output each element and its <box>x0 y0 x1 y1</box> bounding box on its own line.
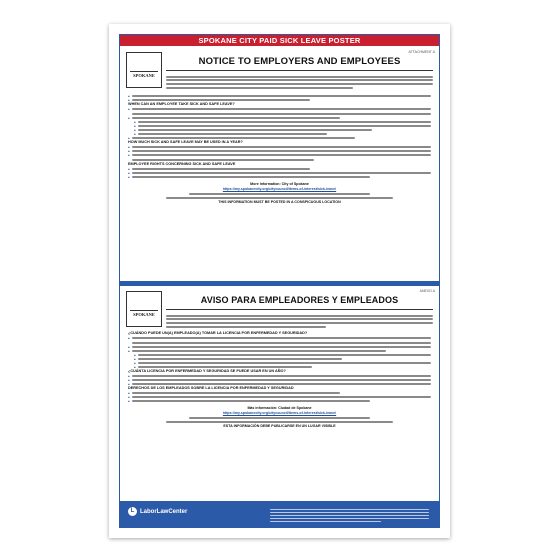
title-divider <box>166 70 433 71</box>
english-section <box>120 48 439 283</box>
more-info-label: Más información: Ciudad de Spokane <box>247 406 312 411</box>
footer-disclaimer <box>270 507 429 524</box>
section-heading: EMPLOYEE RIGHTS CONCERNING SICK AND SAFE LEAVE <box>128 162 236 167</box>
spanish-body <box>128 331 431 503</box>
poster <box>109 24 450 538</box>
posting-notice: THIS INFORMATION MUST BE POSTED IN A CONSPICUOUS LOCATION <box>218 200 341 205</box>
section-heading: ¿CUÁNDO PUEDE UN(A) EMPLEADO(A) TOMAR LA LICENCIA POR ENFERMEDAD Y SEGURIDAD? <box>128 331 308 335</box>
title-divider <box>166 309 433 310</box>
city-seal-icon <box>126 52 162 88</box>
section-heading: DERECHOS DE LOS EMPLEADOS SOBRE LA LICENCIA POR ENFERMEDAD Y SEGURIDAD <box>128 386 294 391</box>
laborlawcenter-logo <box>128 507 187 516</box>
seal-city-name: SPOKANE <box>133 73 155 78</box>
city-seal-icon <box>126 291 162 327</box>
seal-graphic <box>130 59 158 72</box>
poster-title-bar: SPOKANE CITY PAID SICK LEAVE POSTER <box>120 35 439 46</box>
section-heading: WHEN CAN AN EMPLOYEE TAKE SICK AND SAFE LEAVE? <box>128 102 235 106</box>
logo-text: LaborLawCenter <box>140 508 188 515</box>
more-info-label: More Information: City of Spokane <box>250 182 309 187</box>
more-info-link[interactable]: https://my.spokanecity.org/citycouncil/items-of-interest/sick-leave/ <box>222 410 337 415</box>
logo-mark-icon: L <box>128 507 137 516</box>
attachment-label: ANEXO A <box>419 289 435 293</box>
intro-paragraph <box>166 74 433 92</box>
more-info-link[interactable]: https://my.spokanecity.org/citycouncil/items-of-interest/sick-leave/ <box>222 186 337 191</box>
intro-paragraph <box>166 313 433 331</box>
notice-title: NOTICE TO EMPLOYERS AND EMPLOYEES <box>198 56 401 67</box>
section-divider <box>120 281 439 286</box>
poster-frame <box>119 34 440 528</box>
seal-graphic <box>130 298 158 311</box>
attachment-label: ATTACHMENT A <box>408 50 435 54</box>
posting-notice: ESTA INFORMACIÓN DEBE PUBLICARSE EN UN LUGAR VISIBLE <box>223 424 336 429</box>
poster-footer <box>120 501 439 527</box>
notice-title: AVISO PARA EMPLEADORES Y EMPLEADOS <box>200 295 399 305</box>
seal-city-name: SPOKANE <box>133 312 155 317</box>
english-body <box>128 94 431 279</box>
section-heading: HOW MUCH SICK AND SAFE LEAVE MAY BE USED IN A YEAR? <box>128 140 243 145</box>
section-heading: ¿CUÁNTA LICENCIA POR ENFERMEDAD Y SEGURIDAD SE PUEDE USAR EN UN AÑO? <box>128 369 286 374</box>
spanish-section <box>120 287 439 507</box>
